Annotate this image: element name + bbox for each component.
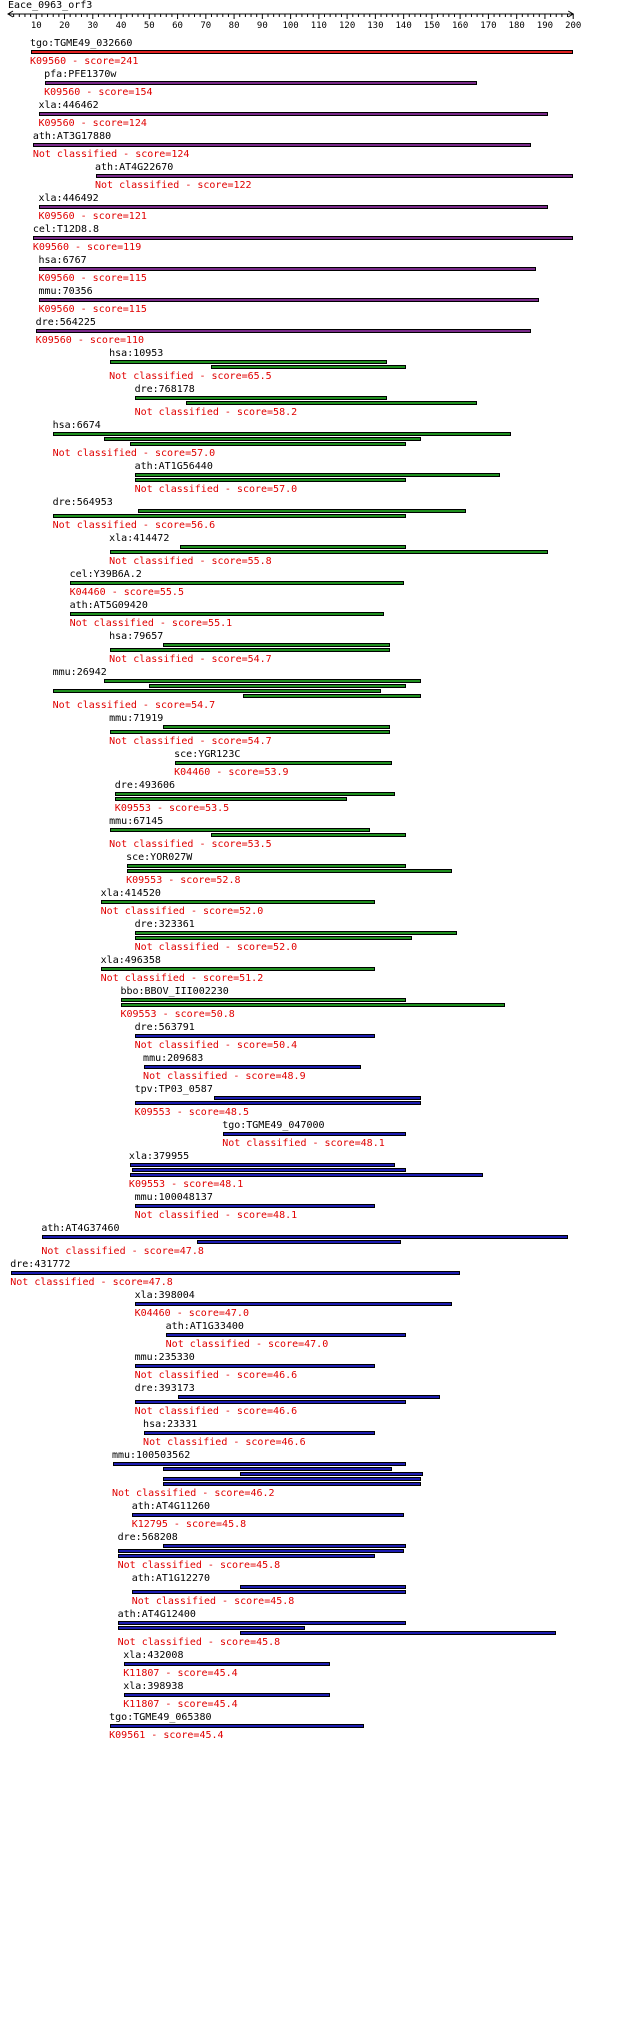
ruler-tick-label: 10 — [30, 21, 42, 30]
ortholog-name-link[interactable]: hsa:23331 — [143, 1419, 198, 1430]
ortholog-name-link[interactable]: tgo:TGME49_032660 — [30, 38, 133, 49]
alignment-bar[interactable] — [130, 1163, 396, 1167]
ortholog-name-link[interactable]: dre:768178 — [134, 384, 195, 395]
alignment-bar[interactable] — [197, 1240, 400, 1244]
ruler-tick-label: 120 — [338, 21, 356, 30]
ortholog-name-link[interactable]: mmu:70356 — [38, 286, 93, 297]
ortholog-class-score[interactable]: K09560 - score=119 — [32, 242, 142, 253]
alignment-bar[interactable] — [42, 1235, 568, 1239]
ortholog-class-score[interactable]: K09553 - score=52.8 — [126, 875, 241, 886]
ortholog-name-link[interactable]: mmu:100048137 — [134, 1192, 213, 1203]
ortholog-class-score[interactable]: Not classified - score=56.6 — [52, 520, 216, 531]
ortholog-class-score[interactable]: K09560 - score=154 — [44, 87, 153, 98]
ortholog-name-link[interactable]: xla:432008 — [123, 1650, 184, 1661]
ortholog-name-link[interactable]: dre:323361 — [134, 919, 195, 930]
alignment-bar[interactable] — [243, 694, 421, 698]
alignment-bar[interactable] — [135, 1302, 452, 1306]
alignment-bar[interactable] — [118, 1549, 403, 1553]
ruler-tick-label: 110 — [310, 21, 327, 30]
alignment-bar[interactable] — [240, 1472, 424, 1476]
alignment-bar[interactable] — [178, 1395, 441, 1399]
alignment-bar[interactable] — [124, 1693, 330, 1697]
ortholog-class-score[interactable]: Not classified - score=48.1 — [222, 1138, 385, 1149]
alignment-bar[interactable] — [135, 1034, 375, 1038]
ortholog-class-score[interactable]: Not classified - score=51.2 — [100, 973, 264, 984]
ortholog-class-score[interactable]: Not classified - score=55.8 — [109, 556, 272, 567]
ortholog-class-score[interactable]: Not classified - score=52.0 — [134, 942, 298, 953]
alignment-bar[interactable] — [115, 792, 395, 796]
ortholog-name-link[interactable]: xla:379955 — [128, 1151, 190, 1162]
ruler-tick-label: 100 — [282, 21, 299, 30]
ortholog-name-link[interactable]: ath:AT4G11260 — [131, 1501, 211, 1512]
ruler-tick-label: 20 — [59, 21, 70, 30]
alignment-bar[interactable] — [124, 1662, 330, 1666]
ruler-tick-label: 160 — [452, 21, 469, 30]
alignment-bar[interactable] — [132, 1590, 406, 1594]
ortholog-class-score[interactable]: Not classified - score=47.0 — [165, 1339, 329, 1350]
ortholog-name-link[interactable]: xla:496358 — [100, 955, 161, 966]
alignment-bar[interactable] — [240, 1585, 407, 1589]
ortholog-class-score[interactable]: K09561 - score=45.4 — [109, 1730, 224, 1741]
alignment-bar[interactable] — [118, 1554, 375, 1558]
ortholog-name-link[interactable]: sce:YGR123C — [174, 749, 241, 760]
alignment-bar[interactable] — [138, 509, 466, 513]
ortholog-name-link[interactable]: xla:398004 — [134, 1290, 195, 1301]
ruler-tick-label: 180 — [508, 21, 525, 30]
ortholog-class-score[interactable]: Not classified - score=45.8 — [117, 1560, 281, 1571]
ruler-tick-label: 60 — [172, 21, 183, 30]
ortholog-name-link[interactable]: hsa:10953 — [109, 348, 164, 359]
ortholog-class-score[interactable]: K09553 - score=53.5 — [114, 803, 230, 814]
ortholog-name-link[interactable]: bbo:BBOV_III002230 — [120, 986, 229, 997]
ortholog-name-link[interactable]: xla:398938 — [123, 1681, 184, 1692]
alignment-bar[interactable] — [121, 998, 406, 1002]
alignment-bar[interactable] — [110, 360, 387, 364]
ortholog-name-link[interactable]: mmu:100503562 — [111, 1450, 191, 1461]
ortholog-name-link[interactable]: xla:446462 — [38, 100, 99, 111]
alignment-bar[interactable] — [135, 478, 406, 482]
ortholog-name-link[interactable]: hsa:6767 — [38, 255, 87, 266]
ortholog-class-score[interactable]: Not classified - score=48.1 — [134, 1210, 298, 1221]
ortholog-class-score[interactable]: K09560 - score=110 — [35, 335, 145, 346]
ruler-tick-label: 70 — [200, 21, 212, 30]
ortholog-class-score[interactable]: K09560 - score=241 — [30, 56, 139, 67]
alignment-bar[interactable] — [240, 1631, 557, 1635]
ortholog-class-score[interactable]: Not classified - score=53.5 — [109, 839, 272, 850]
alignment-bar[interactable] — [33, 236, 573, 240]
ortholog-class-score[interactable]: Not classified - score=52.0 — [100, 906, 264, 917]
alignment-bar[interactable] — [144, 1431, 376, 1435]
alignment-bar[interactable] — [127, 869, 452, 873]
alignment-bar[interactable] — [31, 50, 574, 54]
alignment-bar[interactable] — [135, 1204, 375, 1208]
alignment-bar[interactable] — [121, 1003, 505, 1007]
alignment-bar[interactable] — [163, 1482, 420, 1486]
ruler-tick-label: 140 — [395, 21, 412, 30]
alignment-bar[interactable] — [135, 931, 457, 935]
ortholog-name-link[interactable]: ath:AT5G09420 — [69, 600, 148, 611]
ortholog-name-link[interactable]: ath:AT1G33400 — [165, 1321, 244, 1332]
alignment-bar[interactable] — [110, 730, 390, 734]
alignment-bar[interactable] — [53, 432, 511, 436]
ortholog-class-score[interactable]: K09553 - score=48.1 — [128, 1179, 244, 1190]
alignment-bar[interactable] — [110, 648, 390, 652]
ortholog-name-link[interactable]: pfa:PFE1370w — [44, 69, 117, 80]
alignment-bar[interactable] — [118, 1626, 305, 1630]
alignment-bar[interactable] — [110, 550, 548, 554]
alignment-bar[interactable] — [110, 828, 370, 832]
alignment-bar[interactable] — [135, 1101, 420, 1105]
ortholog-class-score[interactable]: Not classified - score=46.2 — [111, 1488, 275, 1499]
ortholog-name-link[interactable]: xla:414472 — [109, 533, 170, 544]
ortholog-name-link[interactable]: dre:493606 — [114, 780, 176, 791]
ruler-tick-label: 190 — [536, 21, 554, 30]
alignment-bar[interactable] — [149, 684, 406, 688]
alignment-bar[interactable] — [33, 143, 530, 147]
ortholog-name-link[interactable]: dre:431772 — [10, 1259, 71, 1270]
ortholog-name-link[interactable]: ath:AT4G37460 — [41, 1223, 120, 1234]
ortholog-name-link[interactable]: ath:AT3G17880 — [32, 131, 112, 142]
ortholog-class-score[interactable]: K09560 - score=115 — [38, 304, 147, 315]
ortholog-name-link[interactable]: mmu:209683 — [143, 1053, 204, 1064]
ortholog-class-score[interactable]: K11807 - score=45.4 — [123, 1699, 238, 1710]
alignment-bar[interactable] — [135, 396, 387, 400]
ortholog-class-score[interactable]: K09553 - score=50.8 — [120, 1009, 235, 1020]
ortholog-name-link[interactable]: xla:414520 — [100, 888, 161, 899]
ortholog-name-link[interactable]: mmu:71919 — [109, 713, 164, 724]
ortholog-name-link[interactable]: tpv:TP03_0587 — [134, 1084, 213, 1095]
alignment-bar[interactable] — [115, 797, 347, 801]
alignment-bar[interactable] — [110, 1724, 364, 1728]
ortholog-class-score[interactable]: K09560 - score=115 — [38, 273, 147, 284]
ortholog-class-score[interactable]: Not classified - score=54.7 — [109, 736, 272, 747]
alignment-bar[interactable] — [104, 679, 421, 683]
ortholog-class-score[interactable]: Not classified - score=50.4 — [134, 1040, 298, 1051]
alignment-bar[interactable] — [211, 365, 406, 369]
ortholog-class-score[interactable]: Not classified - score=47.8 — [10, 1277, 173, 1288]
ortholog-name-link[interactable]: ath:AT4G12400 — [117, 1609, 196, 1620]
alignment-bar[interactable] — [132, 1168, 406, 1172]
ortholog-name-link[interactable]: ath:AT1G56440 — [134, 461, 213, 472]
ortholog-name-link[interactable]: tgo:TGME49_065380 — [109, 1712, 212, 1723]
ruler-tick-label: 50 — [143, 21, 155, 30]
alignment-bar[interactable] — [163, 1544, 406, 1548]
ortholog-name-link[interactable]: ath:AT1G12270 — [131, 1573, 211, 1584]
ortholog-class-score[interactable]: K09553 - score=48.5 — [134, 1107, 249, 1118]
alignment-bar[interactable] — [39, 112, 548, 116]
ruler-tick-label: 30 — [87, 21, 99, 30]
alignment-bar[interactable] — [113, 1462, 407, 1466]
alignment-bar[interactable] — [130, 1173, 483, 1177]
ortholog-class-score[interactable]: Not classified - score=45.8 — [131, 1596, 295, 1607]
ortholog-class-score[interactable]: K09560 - score=121 — [38, 211, 147, 222]
ortholog-class-score[interactable]: Not classified - score=57.0 — [52, 448, 216, 459]
ortholog-name-link[interactable]: hsa:6674 — [52, 420, 101, 431]
ruler-tick-label: 200 — [565, 21, 582, 30]
alignment-bar[interactable] — [214, 1096, 420, 1100]
ortholog-class-score[interactable]: Not classified - score=122 — [95, 180, 252, 191]
alignment-bar[interactable] — [144, 1065, 362, 1069]
ortholog-name-link[interactable]: mmu:235330 — [134, 1352, 195, 1363]
ortholog-class-score[interactable]: Not classified - score=46.6 — [134, 1406, 298, 1417]
alignment-bar[interactable] — [180, 545, 406, 549]
ruler-tick-label: 80 — [228, 21, 240, 30]
ortholog-class-score[interactable]: Not classified - score=45.8 — [117, 1637, 281, 1648]
ortholog-name-link[interactable]: cel:Y39B6A.2 — [69, 569, 142, 580]
ortholog-name-link[interactable]: sce:YOR027W — [126, 852, 193, 863]
alignment-bar[interactable] — [135, 473, 500, 477]
ortholog-class-score[interactable]: K04460 - score=53.9 — [174, 767, 289, 778]
ortholog-name-link[interactable]: mmu:67145 — [109, 816, 164, 827]
ortholog-class-score[interactable]: Not classified - score=48.9 — [143, 1071, 306, 1082]
alignment-bar[interactable] — [130, 442, 407, 446]
ortholog-name-link[interactable]: dre:564225 — [35, 317, 96, 328]
ortholog-name-link[interactable]: xla:446492 — [38, 193, 99, 204]
ortholog-name-link[interactable]: mmu:26942 — [52, 667, 107, 678]
ortholog-class-score[interactable]: Not classified - score=58.2 — [134, 407, 298, 418]
page-title: Eace_0963_orf3 — [8, 0, 93, 11]
ortholog-class-score[interactable]: Not classified - score=57.0 — [134, 484, 298, 495]
ortholog-class-score[interactable]: Not classified - score=124 — [32, 149, 190, 160]
ruler-tick-label: 150 — [423, 21, 441, 30]
alignment-bar[interactable] — [163, 1477, 420, 1481]
ortholog-name-link[interactable]: ath:AT4G22670 — [95, 162, 174, 173]
position-ruler — [0, 0, 620, 30]
alignment-bar[interactable] — [96, 174, 574, 178]
ortholog-name-link[interactable]: tgo:TGME49_047000 — [222, 1120, 325, 1131]
ruler-tick-label: 40 — [115, 21, 127, 30]
alignment-bar[interactable] — [135, 1400, 406, 1404]
alignment-bar[interactable] — [211, 833, 406, 837]
ruler-tick-label: 130 — [367, 21, 384, 30]
alignment-bar[interactable] — [163, 725, 389, 729]
ortholog-class-score[interactable]: Not classified - score=46.6 — [143, 1437, 306, 1448]
ruler-tick-label: 170 — [480, 21, 497, 30]
alignment-bar[interactable] — [101, 900, 375, 904]
ortholog-name-link[interactable]: cel:T12D8.8 — [32, 224, 100, 235]
ortholog-name-link[interactable]: dre:564953 — [52, 497, 113, 508]
alignment-bar[interactable] — [118, 1621, 406, 1625]
alignment-bar[interactable] — [186, 401, 477, 405]
ortholog-class-score[interactable]: K04460 - score=47.0 — [134, 1308, 249, 1319]
alignment-bar[interactable] — [70, 612, 384, 616]
alignment-bar[interactable] — [104, 437, 421, 441]
alignment-bar[interactable] — [39, 298, 539, 302]
alignment-bar[interactable] — [11, 1271, 460, 1275]
alignment-bar[interactable] — [39, 205, 548, 209]
alignment-bar[interactable] — [127, 864, 407, 868]
ruler-tick-label: 90 — [256, 21, 268, 30]
ortholog-class-score[interactable]: Not classified - score=54.7 — [52, 700, 216, 711]
alignment-bar[interactable] — [223, 1132, 407, 1136]
alignment-bar[interactable] — [132, 1513, 403, 1517]
ortholog-class-score[interactable]: Not classified - score=54.7 — [109, 654, 272, 665]
alignment-bar[interactable] — [53, 514, 406, 518]
ortholog-name-link[interactable]: dre:563791 — [134, 1022, 195, 1033]
alignment-bar[interactable] — [101, 967, 375, 971]
ortholog-class-score[interactable]: Not classified - score=47.8 — [41, 1246, 204, 1257]
alignment-bar[interactable] — [135, 1364, 375, 1368]
alignment-bar[interactable] — [39, 267, 536, 271]
alignment-bar[interactable] — [53, 689, 381, 693]
ortholog-name-link[interactable]: dre:393173 — [134, 1383, 195, 1394]
alignment-bar[interactable] — [163, 1467, 392, 1471]
ortholog-class-score[interactable]: Not classified - score=55.1 — [69, 618, 233, 629]
ortholog-class-score[interactable]: K09560 - score=124 — [38, 118, 147, 129]
alignment-bar[interactable] — [45, 81, 477, 85]
alignment-bar[interactable] — [36, 329, 531, 333]
ortholog-class-score[interactable]: K12795 - score=45.8 — [131, 1519, 247, 1530]
alignment-bar[interactable] — [175, 761, 393, 765]
ortholog-class-score[interactable]: Not classified - score=65.5 — [109, 371, 272, 382]
ortholog-class-score[interactable]: K04460 - score=55.5 — [69, 587, 184, 598]
alignment-bar[interactable] — [163, 643, 389, 647]
ortholog-name-link[interactable]: hsa:79657 — [109, 631, 164, 642]
alignment-bar[interactable] — [135, 936, 412, 940]
alignment-bar[interactable] — [166, 1333, 406, 1337]
ortholog-name-link[interactable]: dre:568208 — [117, 1532, 178, 1543]
alignment-bar[interactable] — [70, 581, 403, 585]
ortholog-class-score[interactable]: Not classified - score=46.6 — [134, 1370, 298, 1381]
ortholog-class-score[interactable]: K11807 - score=45.4 — [123, 1668, 238, 1679]
